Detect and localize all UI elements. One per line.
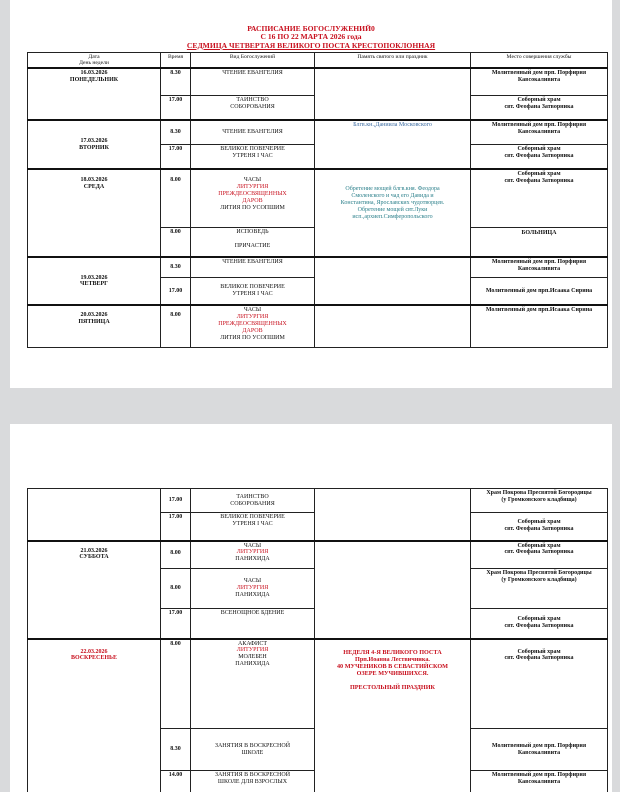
table-row: [28, 541, 608, 569]
place-cell: Соборный храм свт. Феофана Затворника: [471, 169, 608, 227]
time-cell: 8.30: [161, 729, 191, 771]
time-cell: 17.00: [161, 513, 191, 541]
place-cell: Молитвенный дом прп. Порфирия Кавсокаливита: [471, 120, 608, 144]
place-cell: Соборный храм свт. Феофана Затворника: [471, 639, 608, 729]
time-cell: 14.00: [161, 771, 191, 792]
header-place: Место совершения службы: [471, 53, 608, 69]
service-cell: ВСЕНОЩНОЕ БДЕНИЕ: [191, 609, 315, 639]
saint-cell: [315, 257, 471, 305]
day-cell: 21.03.2026 СУББОТА: [28, 541, 161, 639]
service-cell: АКАФИСТ ЛИТУРГИЯ МОЛЕБЕН ПАНИХИДА: [191, 639, 315, 729]
place-cell: Соборный храм свт. Феофана Затворника: [471, 609, 608, 639]
feast-label: ПРЕСТОЛЬНЫЙ ПРАЗДНИК: [349, 683, 436, 691]
place-cell: БОЛЬНИЦА: [471, 227, 608, 257]
table-row: [28, 305, 608, 347]
document-page-2: [10, 424, 612, 792]
saint-cell: Обретение мощей блгв.кня. Феодора Смоленского и чад его Давида и Константина, Ярославских чудотворцев. Обретение мощей свт.Луки исп.,архиеп.Симферопольского: [315, 169, 471, 257]
schedule-table-page-1: [27, 52, 608, 348]
place-cell: Молитвенный дом прп. Порфирия Кавсокаливита: [471, 68, 608, 95]
table-row: [28, 639, 608, 729]
saint-cell: НЕДЕЛЯ 4-Я ВЕЛИКОГО ПОСТА Прп.Иоанна Лествичника. 40 МУЧЕНИКОВ В СЕВАСТИЙСКОМ ОЗЕРЕ МУЧИВШИХСЯ. ПРЕСТОЛЬНЫЙ ПРАЗДНИК: [315, 639, 471, 792]
place-cell: Молитвенный дом прп.Исаака Сирина: [471, 305, 608, 347]
place-cell: Молитвенный дом прп.Исаака Сирина: [471, 277, 608, 305]
service-cell: ЧТЕНИЕ ЕВАНГЕЛИЯ: [191, 120, 315, 144]
place-cell: Соборный храм свт. Феофана Затворника: [471, 144, 608, 169]
time-cell: 17.00: [161, 95, 191, 120]
place-cell: Молитвенный дом прп. Порфирия Кавсокаливита: [471, 729, 608, 771]
time-cell: 8.00: [161, 639, 191, 729]
header-date: Дата День недели: [28, 53, 161, 69]
header-service: Вид Богослужений: [191, 53, 315, 69]
service-cell: ЗАНЯТИЯ В ВОСКРЕСНОЙ ШКОЛЕ ДЛЯ ВЗРОСЛЫХ: [191, 771, 315, 792]
time-cell: 17.00: [161, 144, 191, 169]
schedule-title: [10, 25, 612, 50]
time-cell: 17.00: [161, 489, 191, 513]
day-cell: [28, 489, 161, 541]
header-time: Время: [161, 53, 191, 69]
day-cell: 16.03.2026 ПОНЕДЕЛЬНИК: [28, 68, 161, 120]
service-cell: ВЕЛИКОЕ ПОВЕЧЕРИЕ УТРЕНЯ I ЧАС: [191, 513, 315, 541]
day-cell: 22.03.2026 ВОСКРЕСЕНЬЕ: [28, 639, 161, 792]
day-cell: 17.03.2026 ВТОРНИК: [28, 120, 161, 169]
service-cell: ЗАНЯТИЯ В ВОСКРЕСНОЙ ШКОЛЕ: [191, 729, 315, 771]
service-cell: ИСПОВЕДЬ ПРИЧАСТИЕ: [191, 227, 315, 257]
service-cell: ЧТЕНИЕ ЕВАНГЕЛИЯ: [191, 68, 315, 95]
table-row: [28, 489, 608, 513]
day-cell: 19.03.2026 ЧЕТВЕРГ: [28, 257, 161, 305]
table-header-row: [28, 53, 608, 69]
time-cell: 8.00: [161, 169, 191, 227]
table-row: [28, 169, 608, 227]
place-cell: Храм Покрова Пресвятой Богородицы (у Громковского кладбища): [471, 489, 608, 513]
saint-cell: Блгв.кн.,Даниила Московского: [315, 120, 471, 169]
service-cell: ТАИНСТВО СОБОРОВАНИЯ: [191, 95, 315, 120]
service-cell: ЧАСЫ ЛИТУРГИЯ ПРЕЖДЕОСВЯЩЕННЫХ ДАРОВ ЛИТИЯ ПО УСОПШИМ: [191, 169, 315, 227]
time-cell: 8.30: [161, 120, 191, 144]
service-cell: ВЕЛИКОЕ ПОВЕЧЕРИЕ УТРЕНЯ I ЧАС: [191, 277, 315, 305]
time-cell: 8.00: [161, 305, 191, 347]
service-cell: ВЕЛИКОЕ ПОВЕЧЕРИЕ УТРЕНЯ I ЧАС: [191, 144, 315, 169]
place-cell: Соборный храм свт. Феофана Затворника: [471, 541, 608, 569]
service-cell: ЧАСЫ ЛИТУРГИЯ ПРЕЖДЕОСВЯЩЕННЫХ ДАРОВ ЛИТИЯ ПО УСОПШИМ: [191, 305, 315, 347]
time-cell: 8.30: [161, 257, 191, 277]
time-cell: 17.00: [161, 277, 191, 305]
header-saint: Память святого или праздник: [315, 53, 471, 69]
time-cell: 8.30: [161, 68, 191, 95]
place-cell: Храм Покрова Пресвятой Богородицы (у Громковского кладбища): [471, 569, 608, 609]
service-cell: ЧТЕНИЕ ЕВАНГЕЛИЯ: [191, 257, 315, 277]
day-cell: 18.03.2026 СРЕДА: [28, 169, 161, 257]
saint-cell: [315, 305, 471, 347]
schedule-table-page-2: [27, 488, 608, 792]
time-cell: 8.00: [161, 227, 191, 257]
place-cell: Соборный храм свт. Феофана Затворника: [471, 513, 608, 541]
table-row: [28, 257, 608, 277]
service-cell: ТАИНСТВО СОБОРОВАНИЯ: [191, 489, 315, 513]
service-cell: ЧАСЫ ЛИТУРГИЯ ПАНИХИДА: [191, 569, 315, 609]
place-cell: Молитвенный дом прп. Порфирия Кавсокаливита: [471, 771, 608, 792]
place-cell: Соборный храм свт. Феофана Затворника: [471, 95, 608, 120]
day-cell: 20.03.2026 ПЯТНИЦА: [28, 305, 161, 347]
place-cell: Молитвенный дом прп. Порфирия Кавсокаливита: [471, 257, 608, 277]
saint-cell: [315, 68, 471, 120]
document-page-1: [10, 0, 612, 388]
table-row: [28, 68, 608, 95]
table-row: [28, 120, 608, 144]
title-line-2: С 16 ПО 22 МАРТА 2026 года: [260, 32, 362, 42]
time-cell: 17.00: [161, 609, 191, 639]
service-cell: ЧАСЫ ЛИТУРГИЯ ПАНИХИДА: [191, 541, 315, 569]
time-cell: 8.00: [161, 569, 191, 609]
title-line-3: СЕДМИЦА ЧЕТВЕРТАЯ ВЕЛИКОГО ПОСТА КРЕСТОПОКЛОННАЯ: [186, 40, 436, 50]
saint-cell: [315, 541, 471, 639]
time-cell: 8.00: [161, 541, 191, 569]
title-line-1: РАСПИСАНИЕ БОГОСЛУЖЕНИЙ0: [247, 24, 375, 33]
saint-cell: [315, 489, 471, 541]
